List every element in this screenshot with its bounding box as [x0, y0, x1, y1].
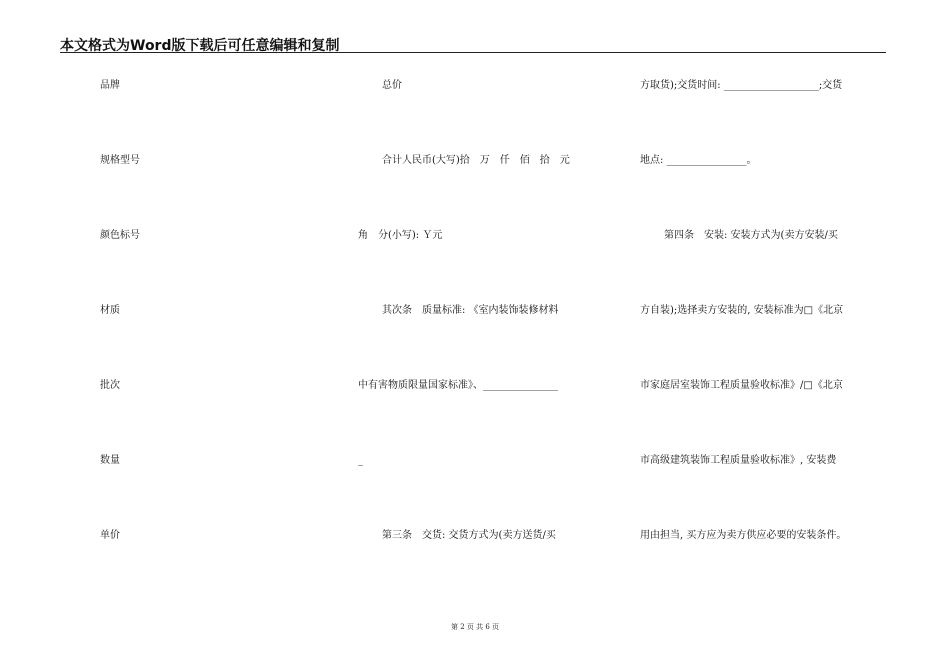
left-item-unit-price: 单价 — [100, 530, 120, 541]
middle-line-3: 角 分(小写): Ｙ元 — [358, 230, 443, 241]
right-line-1: 方取货);交货时间: ___________________;交货 — [640, 80, 843, 91]
left-item-model: 规格型号 — [100, 155, 140, 166]
left-item-batch: 批次 — [100, 380, 120, 391]
middle-line-6: _ — [358, 455, 363, 466]
right-line-7: 用由担当, 买方应为卖方供应必要的安装条件。 — [640, 530, 847, 541]
page-indicator: 第 2 页 共 6 页 — [450, 623, 500, 631]
right-line-2: 地点: ________________。 — [640, 155, 757, 166]
header-title: 本文格式为Word版下载后可任意编辑和复制 — [60, 38, 340, 54]
middle-line-7: 第三条 交货: 交货方式为(卖方送货/买 — [382, 530, 556, 541]
middle-line-4: 其次条 质量标准: 《室内装饰装修材料 — [382, 305, 559, 316]
right-line-4: 方自装);选择卖方安装的, 安装标准为□《北京 — [640, 305, 844, 316]
left-item-color-code: 颜色标号 — [100, 230, 140, 241]
middle-line-2: 合计人民币(大写)拾 万 仟 佰 拾 元 — [382, 155, 570, 166]
right-line-6: 市高级建筑装饰工程质量验收标准》, 安装费 — [640, 455, 837, 466]
right-line-5: 市家庭居室装饰工程质量验收标准》/□《北京 — [640, 380, 843, 391]
left-item-material: 材质 — [100, 305, 120, 316]
middle-line-1: 总价 — [382, 80, 402, 91]
header-rule — [60, 52, 886, 53]
left-item-brand: 品牌 — [100, 80, 120, 91]
right-line-3: 第四条 安装: 安装方式为(卖方安装/买 — [664, 230, 838, 241]
left-item-quantity: 数量 — [100, 455, 120, 466]
middle-line-5: 中有害物质限量国家标准》、_______________ — [358, 380, 558, 391]
